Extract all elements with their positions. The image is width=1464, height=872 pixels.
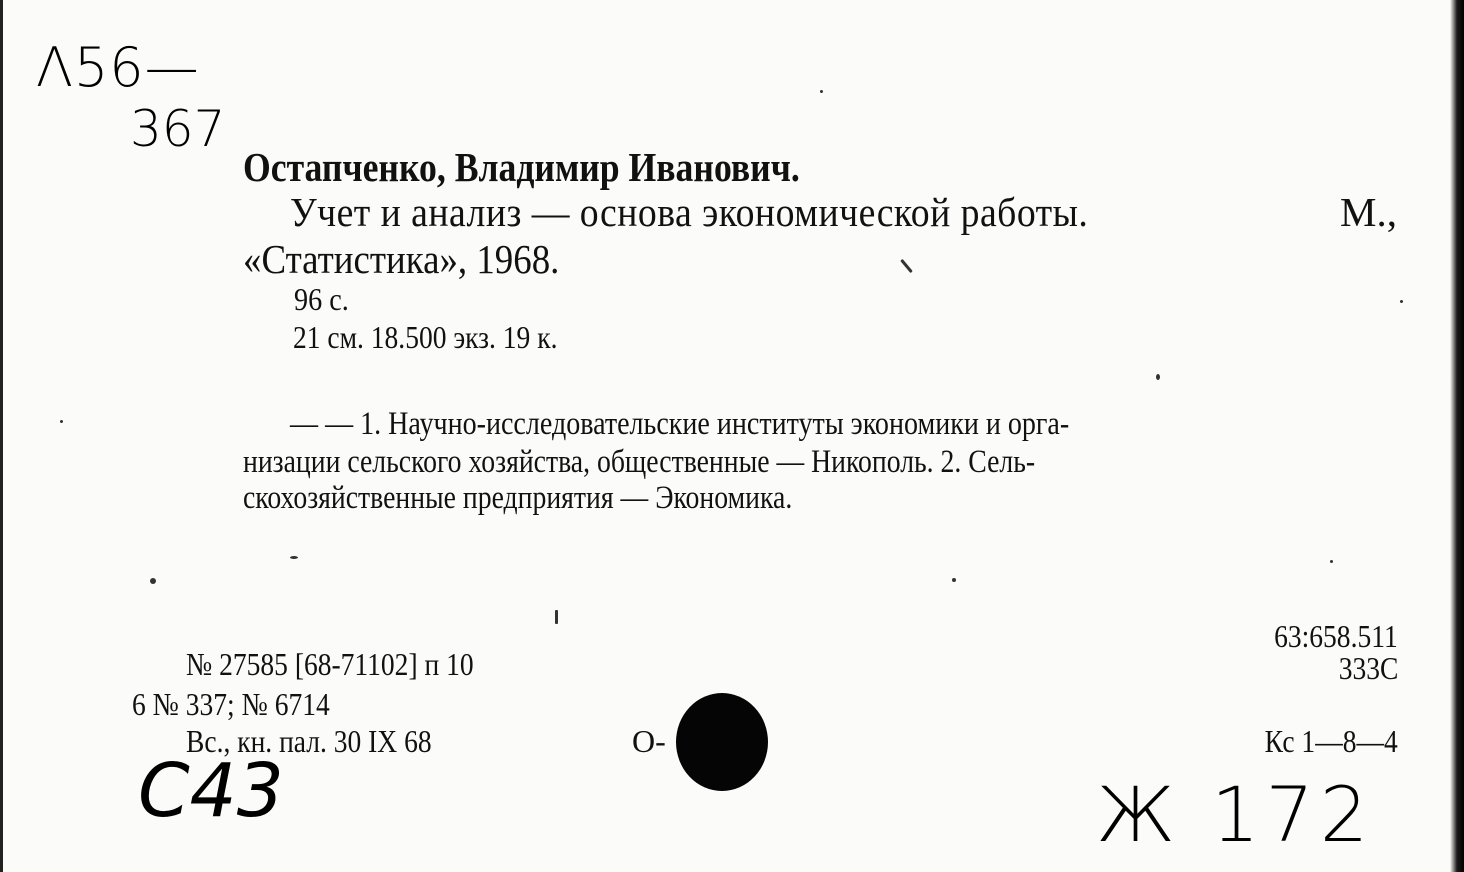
card-right-edge (1450, 0, 1464, 872)
subject-headings-line3: скохозяйственные предприятия — Экономика. (243, 480, 793, 516)
speck (290, 556, 298, 559)
speck (820, 90, 823, 93)
handwritten-shelfmark-line2: 367 (130, 100, 226, 158)
publication-place: М., (1340, 189, 1397, 235)
size-print-run-price: 21 см. 18.500 экз. 19 к. (293, 319, 558, 355)
record-extra-numbers: 6 № 337; № 6714 (132, 686, 330, 722)
card-left-edge (0, 0, 3, 872)
speck (555, 610, 558, 624)
mark-o: О- (632, 723, 666, 759)
speck (150, 578, 156, 584)
chamber-date: Вс., кн. пал. 30 IX 68 (186, 723, 432, 759)
speck (1330, 560, 1333, 563)
udc-classification: 63:658.511 (1274, 618, 1398, 654)
subject-headings-line1: — — 1. Научно-исследовательские институты экономики и орга- (290, 406, 1070, 442)
record-number: № 27585 [68-71102] п 10 (186, 646, 474, 682)
speck (60, 420, 63, 423)
handwritten-note-bottom-right: Ж 172 (1096, 770, 1375, 859)
speck (1156, 374, 1160, 380)
author-heading: Остапченко, Владимир Иванович. (243, 144, 800, 190)
handwritten-shelfmark-line1: Λ56— (36, 36, 200, 99)
speck (1400, 300, 1403, 303)
catalog-code: Кс 1—8—4 (1264, 723, 1398, 759)
book-title: Учет и анализ — основа экономической работы. (290, 189, 1089, 235)
speck (900, 259, 913, 273)
author-mark: 333С (1338, 650, 1398, 686)
publisher-year: «Статистика», 1968. (243, 236, 560, 282)
page-count: 96 с. (294, 281, 349, 317)
speck (952, 578, 956, 582)
punch-hole (676, 693, 768, 791)
handwritten-note-bottom-left: С43 (138, 748, 284, 834)
subject-headings-line2: низации сельского хозяйства, общественные — Никополь. 2. Сель- (243, 444, 1036, 480)
